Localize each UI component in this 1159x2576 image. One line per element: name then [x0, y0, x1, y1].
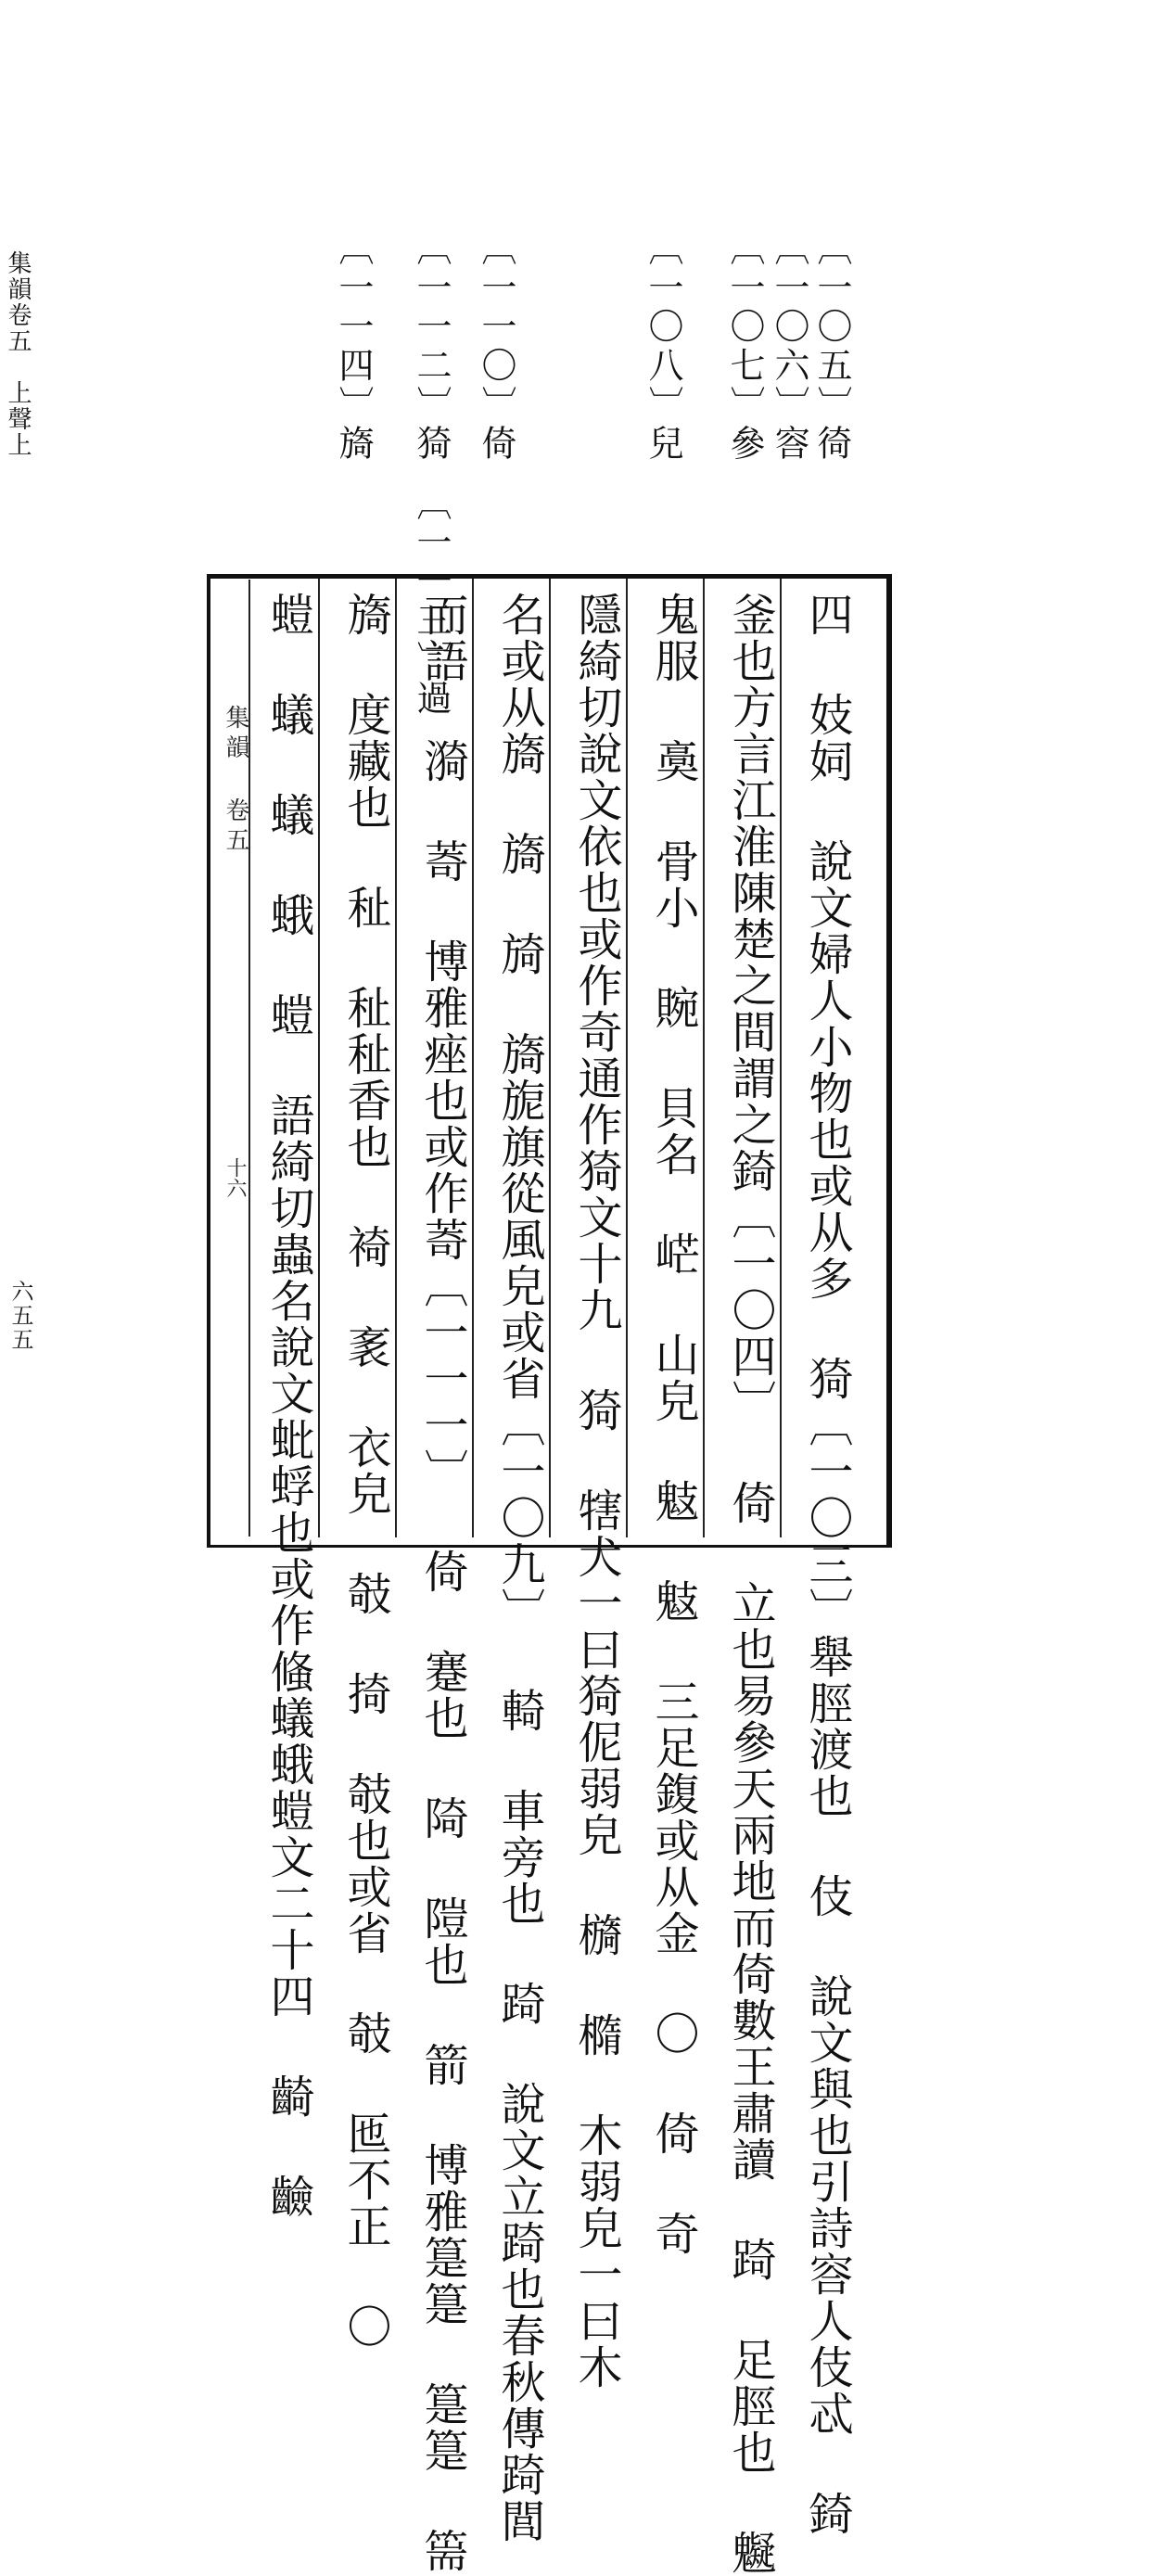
gutter-leaf-number: 十六	[223, 1157, 247, 1198]
collation-note-110: 〔一一〇〕倚	[476, 230, 516, 464]
text-column-3: 鬼服 䯨 骨小 䝹 貝名 㟐 山皃 鬾 鬾 三足鍑或从金 〇 倚 奇	[647, 592, 699, 2257]
text-column-1: 四 妓㚸 說文婦人小物也或从多 猗〔一〇三〕舉脛渡也 伎 說文與也引詩䆟人伎忒 錡	[801, 592, 853, 2537]
text-column-2: 釜也方言江淮陳楚之間謂之錡〔一〇四〕 倚 立也易參天兩地而倚數王肅讀 踦 足脛也 䰯	[724, 592, 776, 2576]
collation-note-108: 〔一〇八〕兒	[643, 230, 683, 464]
running-head: 集韻卷五 上聲上	[4, 250, 32, 458]
collation-note-106: 〔一〇六〕䆟	[769, 230, 809, 464]
text-column-5: 名或从旖 旖 旑 旖旎旗從風皃或省〔一〇九〕 輢 車旁也 踦 說文立踦也春秋傳踦閭	[493, 592, 545, 2544]
page-number: 六五五	[7, 1280, 33, 1352]
column-rule	[318, 579, 320, 1537]
text-column-7: 旖 度藏也 䄳 䄳䄳香也 裿 袲 衣皃 攲 掎 攲也或省 攲 匜不正 〇	[339, 592, 391, 2350]
column-rule	[626, 579, 628, 1537]
column-rule	[395, 579, 397, 1537]
collation-note-107: 〔一〇七〕參	[724, 230, 765, 464]
column-rule	[780, 579, 782, 1537]
column-rule	[472, 579, 474, 1537]
text-column-6: 而語 漪 䓫 博雅痤也或作䓫〔一一一〕 倚 蹇也 陭 隑也 箭 博雅䈕䈕 䈕䈕 篅	[416, 592, 468, 2574]
text-column-4: 隱綺切說文依也或作奇通作猗文十九 猗 犗犬一曰猗伲弱皃 檹 橢 木弱皃一曰木	[570, 592, 622, 2391]
text-column-8: 螘 蟻 蟻 蛾 螘 語綺切蟲名說文蚍蜉也或作䖺蟻蛾螘文二十四 齮 䶨	[262, 592, 314, 2220]
collation-note-114: 〔一一四〕旖	[333, 230, 374, 464]
column-rule	[549, 579, 551, 1537]
collation-note-105: 〔一〇五〕徛	[811, 230, 852, 464]
column-rule	[703, 579, 705, 1537]
gutter-title: 集韻 卷五	[222, 705, 249, 857]
collation-note-112-113: 〔一一二〕猗 〔一一三〕過	[411, 230, 452, 719]
